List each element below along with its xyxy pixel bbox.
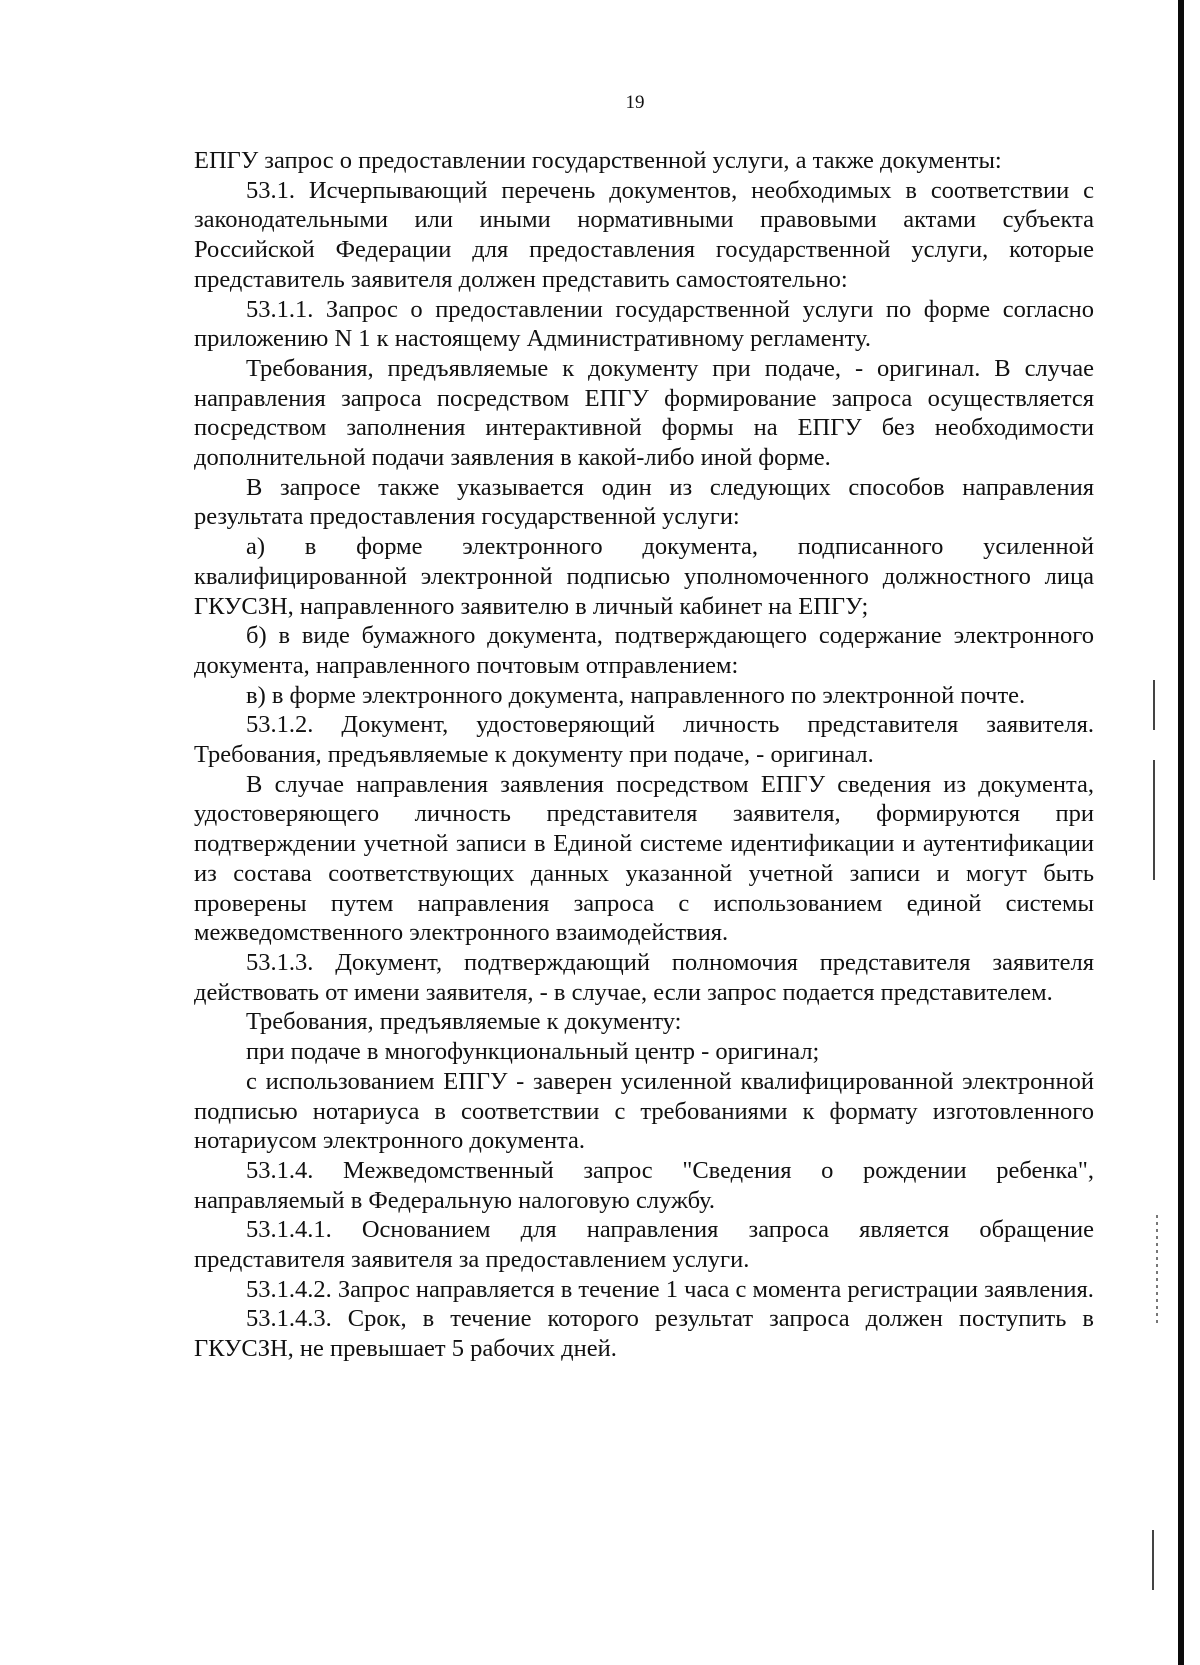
paragraph-result-methods: В запросе также указывается один из следующих способов направления результата предоставления государственной услуги: [194, 473, 1094, 531]
paragraph-item-b: б) в виде бумажного документа, подтверждающего содержание электронного документа, направленного почтовым отправлением: [194, 622, 1094, 679]
scan-mark [1152, 1530, 1154, 1590]
scan-edge-bar [1178, 0, 1184, 1665]
scan-noise [1156, 1215, 1158, 1325]
paragraph-53-1-1: 53.1.1. Запрос о предоставлении государственной услуги по форме согласно приложению N 1 к настоящему Административному регламенту. [194, 295, 1094, 353]
paragraph-item-a: а) в форме электронного документа, подписанного усиленной квалифицированной электронной подписью уполномоченного должностного лица ГКУСЗН, направленного заявителю в личный кабинет на ЕПГУ; [194, 533, 1094, 620]
scan-mark [1153, 760, 1155, 880]
paragraph-intro: ЕПГУ запрос о предоставлении государственной услуги, а также документы: [194, 147, 1002, 174]
paragraph-53-1-2: 53.1.2. Документ, удостоверяющий личность представителя заявителя. Требования, предъявляемые к документу при подаче, - оригинал. [194, 711, 1094, 769]
paragraph-53-1-4-3: 53.1.4.3. Срок, в течение которого результат запроса должен поступить в ГКУСЗН, не превышает 5 рабочих дней. [194, 1305, 1094, 1363]
paragraph-53-1-4-2: 53.1.4.2. Запрос направляется в течение 1 часа с момента регистрации заявления. [246, 1275, 1094, 1303]
paragraph-mfc-original: при подаче в многофункциональный центр - оригинал; [246, 1038, 820, 1066]
page-number: 19 [625, 92, 645, 113]
document-body [194, 146, 1094, 1364]
scan-mark [1153, 680, 1155, 730]
paragraph-53-1: 53.1. Исчерпывающий перечень документов, необходимых в соответствии с законодательными или иными нормативными правовыми актами субъекта Российской Федерации для предоставления государственной услуги, которые представитель заявителя должен представить самостоятельно: [194, 176, 1094, 293]
paragraph-item-v: в) в форме электронного документа, направленного по электронной почте. [246, 681, 1026, 709]
paragraph-53-1-4: 53.1.4. Межведомственный запрос "Сведения о рождении ребенка", направляемый в Федеральную налоговую службу. [194, 1156, 1094, 1214]
paragraph-document-requirements: Требования, предъявляемые к документу: [246, 1008, 682, 1036]
paragraph-53-1-3: 53.1.3. Документ, подтверждающий полномочия представителя заявителя действовать от имени заявителя, - в случае, если запрос подается представителем. [194, 948, 1094, 1006]
paragraph-requirements-original: Требования, предъявляемые к документу при подаче, - оригинал. В случае направления запроса посредством ЕПГУ формирование запроса осуществляется посредством заполнения интерактивной формы на ЕПГУ без необходимости дополнительной подачи заявления в какой-либо иной форме. [194, 354, 1094, 472]
paragraph-epgu-identity: В случае направления заявления посредством ЕПГУ сведения из документа, удостоверяющего личность представителя заявителя, формируются при подтверждении учетной записи в Единой системе идентификации и аутентификации из состава соответствующих данных указанной учетной записи и могут быть проверены путем направления запроса с использованием единой системы межведомственного электронного взаимодействия. [194, 770, 1094, 947]
paragraph-53-1-4-1: 53.1.4.1. Основанием для направления запроса является обращение представителя заявителя за предоставлением услуги. [194, 1216, 1094, 1274]
paragraph-epgu-notary: с использованием ЕПГУ - заверен усиленной квалифицированной электронной подписью нотариуса в соответствии с требованиями к формату изготовленного нотариусом электронного документа. [194, 1067, 1094, 1155]
